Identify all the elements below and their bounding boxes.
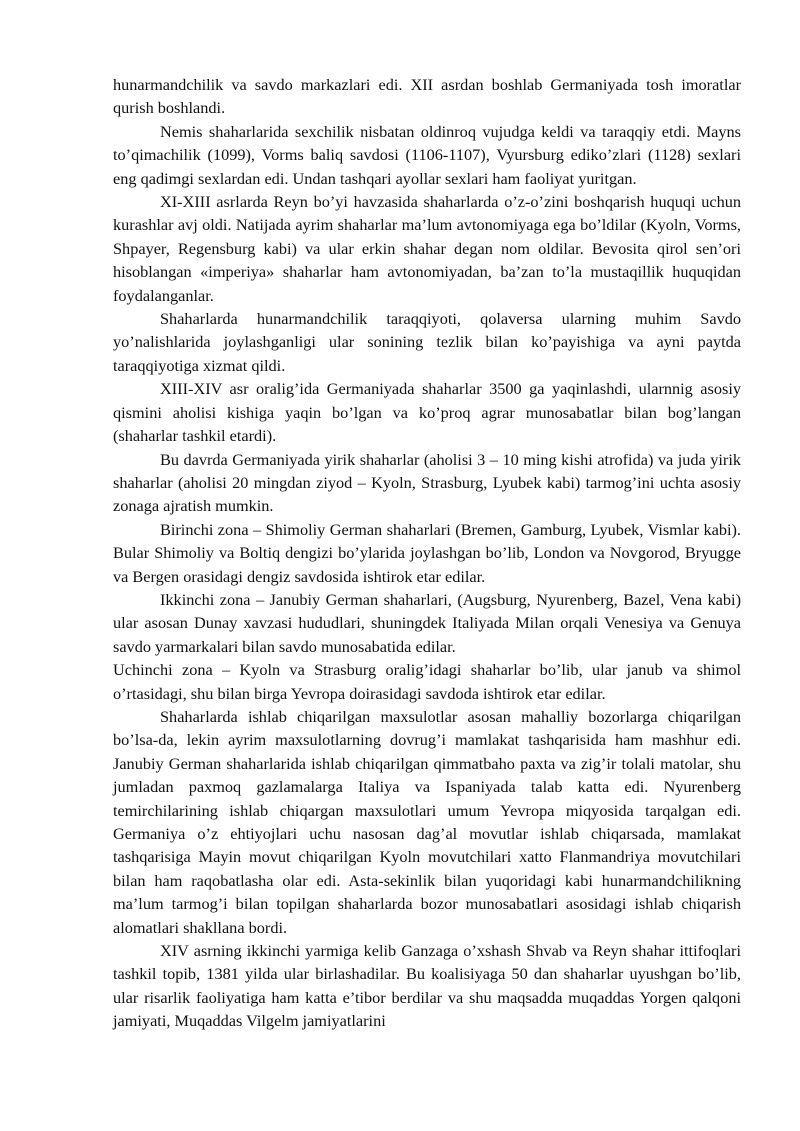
paragraph: Ikkinchi zona – Janubiy German shaharlari, (Augsburg, Nyurenberg, Bazel, Vena kabi) ular asosan Dunay xavzasi hududlari, shuningdek Italiyada Milan orqali Venesiya va Genuya savdo yarmarkalari bilan savdo munosabatida edilar. <box>113 589 741 656</box>
paragraph: XIV asrning ikkinchi yarmiga kelib Ganzaga o’xshash Shvab va Reyn shahar ittifoqlari tashkil topib, 1381 yilda ular birlashadilar. Bu koalisiyaga 50 dan shaharlar uyushgan bo’lib, ular risarlik faoliyatiga ham katta e’tibor berdilar va shu maqsadda muqaddas Yorgen qalqoni jamiyati, Muqaddas Vilgelm jamiyatlarini <box>113 941 741 1031</box>
paragraph: Shaharlarda ishlab chiqarilgan maxsulotlar asosan mahalliy bozorlarga chiqarilgan bo’lsa-da, lekin ayrim maxsulotlarning dovrug’i mamlakat tashqarisida ham mashhur edi. Janubiy German shaharlarida ishlab chiqarilgan qimmatbaho paxta va zig’ir tolali matolar, shu jumladan paxmoq gazlamalarga Italiya va Ispaniyada talab katta edi. Nyurenberg temirchilarining ishlab chiqargan maxsulotlari umum Yevropa miqyosida tarqalgan edi. Germaniya o’z ehtiyojlari uchu nasosan dag’al movutlar ishlab chiqarsada, mamlakat tashqarisiga Mayin movut chiqarilgan Kyoln movutchilari xatto Flanmandriya movutchilari bilan ham raqobatlasha olar edi. Asta-sekinlik bilan yuqoridagi kabi hunarmandchilikning ma’lum tarmog’i bilan topilgan shaharlarda bozor munosabatlari asosidagi ishlab chiqarish alomatlari shakllana bordi. <box>113 706 741 937</box>
paragraph: Nemis shaharlarida sexchilik nisbatan oldinroq vujudga keldi va taraqqiy etdi. Mayns to’qimachilik (1099), Vorms baliq savdosi (1106-1107), Vyursburg ediko’zlari (1128) sexlari eng qadimgi sexlardan edi. Undan tashqari ayollar sexlari ham faoliyat yuritgan. <box>113 121 741 188</box>
paragraph: Uchinchi zona – Kyoln va Strasburg oralig’idagi shaharlar bo’lib, ular janub va shimol o’rtasidagi, shu bilan birga Yevropa doirasidagi savdoda ishtirok etar edilar. <box>113 660 741 703</box>
paragraph: XI-XIII asrlarda Reyn bo’yi havzasida shaharlarda o’z-o’zini boshqarish huquqi uchun kurashlar avj oldi. Natijada ayrim shaharlar ma’lum avtonomiyaga ega bo’ldilar (Kyoln, Vorms, Shpayer, Regensburg kabi) va ular erkin shahar degan nom oldilar. Bevosita qirol sen’ori hisoblangan «imperiya» shaharlar ham avtonomiyadan, ba’zan to’la mustaqillik huquqidan foydalanganlar. <box>113 192 741 305</box>
paragraph: Bu davrda Germaniyada yirik shaharlar (aholisi 3 – 10 ming kishi atrofida) va juda yirik shaharlar (aholisi 20 mingdan ziyod – Kyoln, Strasburg, Lyubek kabi) tarmog’ini uchta asosiy zonaga ajratish mumkin. <box>113 449 741 516</box>
paragraph: Shaharlarda hunarmandchilik taraqqiyoti, qolaversa ularning muhim Savdo yo’nalishlarida joylashganligi ular sonining tezlik bilan ko’payishiga va ayni paytda taraqqiyotiga xizmat qildi. <box>113 309 741 375</box>
document-page <box>113 73 741 1033</box>
paragraph: hunarmandchilik va savdo markazlari edi. XII asrdan boshlab Germaniyada tosh imoratlar qurish boshlandi. <box>113 75 741 118</box>
paragraph: Birinchi zona – Shimoliy German shaharlari (Bremen, Gamburg, Lyubek, Vismlar kabi). Bular Shimoliy va Boltiq dengizi bo’ylarida joylashgan bo’lib, London va Novgorod, Bryugge va Bergen orasidagi dengiz savdosida ishtirok etar edilar. <box>113 519 741 586</box>
paragraph: XIII-XIV asr oralig’ida Germaniyada shaharlar 3500 ga yaqinlashdi, ularnnig asosiy qismini aholisi kishiga yaqin bo’lgan va ko’proq agrar munosabatlar bilan bog’langan (shaharlar tashkil etardi). <box>113 379 741 446</box>
